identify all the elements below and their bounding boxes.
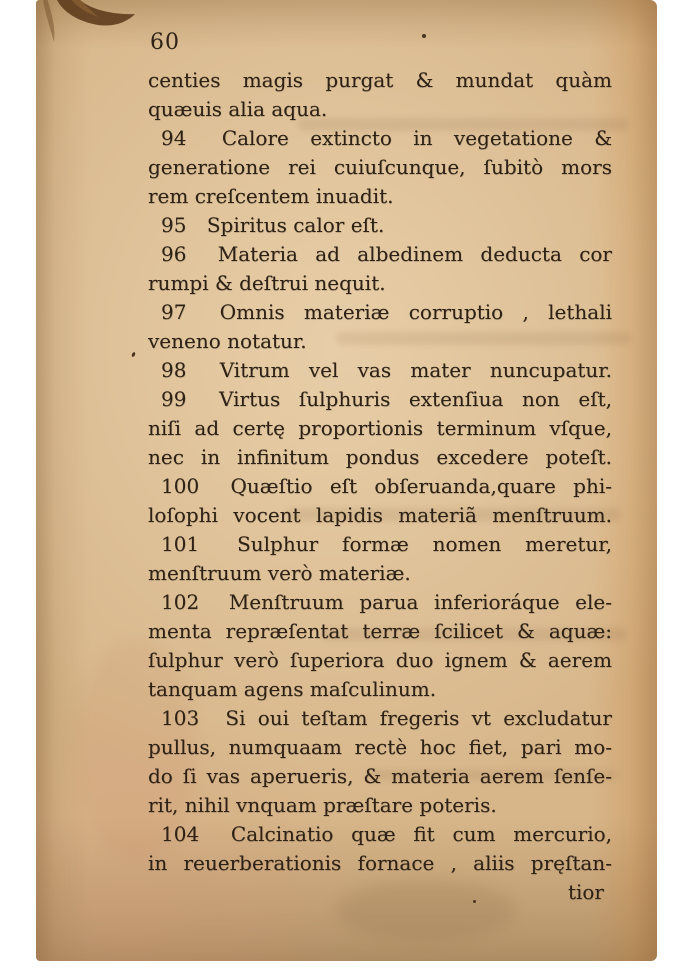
aphorism-number: 98 [161, 358, 187, 382]
line-text: rumpi & deſtrui nequit. [148, 271, 386, 295]
line-text: Si oui teſtam fregeris vt excludatur [225, 706, 612, 730]
aphorism-number: 99 [161, 387, 187, 411]
text-line [148, 298, 612, 327]
line-text: Menſtruum parua inferioráque ele- [228, 590, 613, 614]
book-page [36, 0, 657, 961]
text-line [148, 240, 612, 269]
ink-speck [131, 352, 136, 358]
line-text: Virtus ſulphuris extenſiua non eſt, [219, 387, 612, 411]
text-line [148, 849, 612, 878]
aphorism-number: 100 [161, 474, 200, 498]
text-line [148, 820, 612, 849]
line-text: centies magis purgat & mundat quàm [148, 68, 612, 92]
text-line [148, 501, 612, 530]
line-text: in reuerberationis fornace , aliis pręſtan- [148, 851, 612, 875]
text-line [148, 443, 612, 472]
aphorism-number: 102 [161, 590, 200, 614]
aphorism-number: 101 [161, 532, 200, 556]
text-line [148, 124, 612, 153]
text-line [148, 269, 612, 298]
text-line [148, 182, 612, 211]
line-text: veneno notatur. [148, 329, 307, 353]
text-line [148, 356, 612, 385]
line-text: rit, nihil vnquam præſtare poteris. [148, 793, 497, 817]
line-text: tanquam agens maſculinum. [148, 677, 437, 701]
aphorism-number: 96 [161, 242, 187, 266]
text-line [148, 327, 612, 356]
aphorism-number: 97 [161, 300, 187, 324]
text-line [148, 66, 612, 95]
line-text: Omnis materiæ corruptio , lethali [219, 300, 612, 324]
line-text: Calcinatio quæ fit cum mercurio, [230, 822, 613, 846]
text-line [148, 414, 612, 443]
line-text: Vitrum vel vas mater nuncupatur. [219, 358, 613, 382]
text-line [148, 385, 612, 414]
line-text: Quæſtio eſt obſeruanda,quare phi- [230, 474, 613, 498]
catchword [148, 878, 612, 907]
text-line [148, 211, 612, 240]
text-line [148, 588, 612, 617]
text-block [148, 66, 612, 907]
page-number: 60 [150, 30, 180, 55]
text-line [148, 704, 612, 733]
line-text: loſophi vocent lapidis materiã menſtruum. [148, 503, 612, 527]
line-text: nec in infinitum pondus excedere poteſt. [148, 445, 612, 469]
text-line [148, 153, 612, 182]
text-line [148, 733, 612, 762]
aphorism-number: 95 [161, 213, 187, 237]
aphorism-number: 104 [161, 822, 200, 846]
aphorism-number: 94 [161, 126, 187, 150]
text-line [148, 617, 612, 646]
text-line [148, 559, 612, 588]
line-text: Sulphur formæ nomen meretur, [237, 532, 612, 556]
line-text: Materia ad albedinem deducta cor [217, 242, 612, 266]
line-text: pullus, numquaam rectè hoc fiet, pari mo- [148, 735, 612, 759]
aphorism-number: 103 [161, 706, 200, 730]
line-text: generatione rei cuiuſcunque, ſubitò mors [148, 155, 612, 179]
line-text: menſtruum verò materiæ. [148, 561, 411, 585]
ink-speck [422, 34, 426, 38]
line-text: ſulphur verò ſuperiora duo ignem & aerem [148, 648, 612, 672]
text-line [148, 95, 612, 124]
line-text: Calore extincto in vegetatione & [221, 126, 612, 150]
text-line [148, 646, 612, 675]
line-text: niſi ad certę proportionis terminum vſque, [148, 416, 612, 440]
text-line [148, 762, 612, 791]
line-text: do ſi vas aperueris, & materia aerem ſenſe- [148, 764, 612, 788]
line-text: Spiritus calor eſt. [206, 213, 385, 237]
line-text: quæuis alia aqua. [148, 97, 328, 121]
text-line [148, 791, 612, 820]
text-line [148, 472, 612, 501]
line-text: menta repræſentat terræ ſcilicet & aquæ: [148, 619, 612, 643]
catchword-text: tior [567, 880, 604, 904]
line-text: rem creſcentem inuadit. [148, 184, 394, 208]
text-line [148, 530, 612, 559]
text-line [148, 675, 612, 704]
page-corner-curl [40, 0, 156, 50]
